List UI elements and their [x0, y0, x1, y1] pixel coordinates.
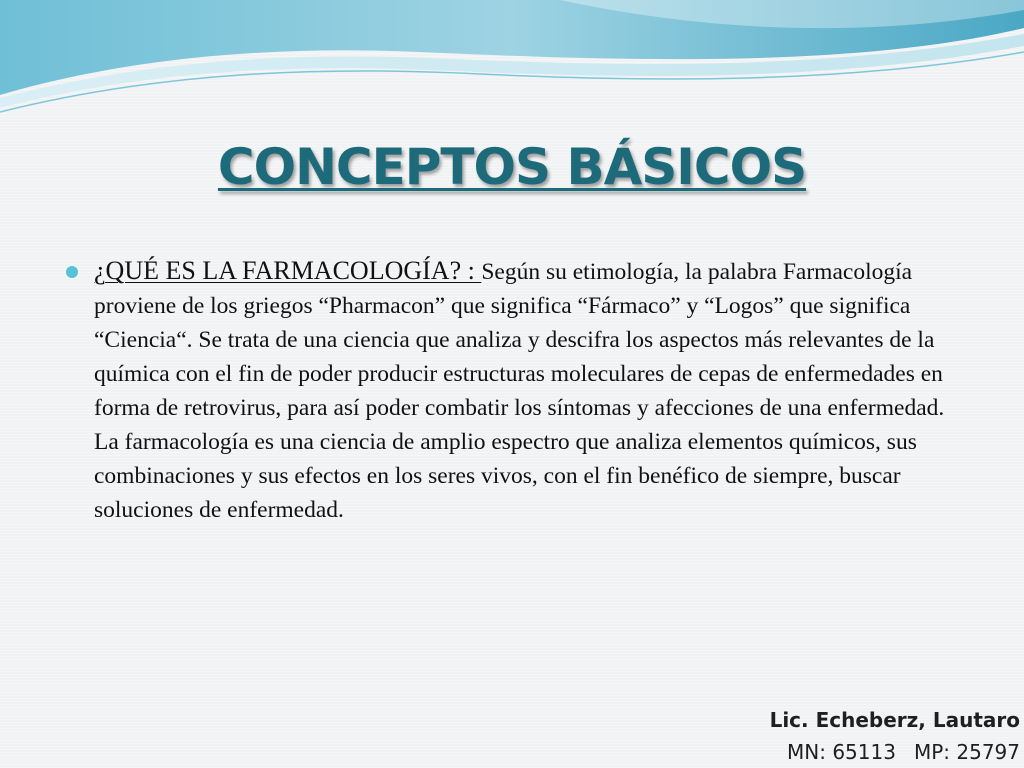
signature-mp: MP: 25797 [913, 740, 1020, 764]
signature-ids [770, 736, 1020, 768]
bullet-lead: ¿QUÉ ES LA FARMACOLOGÍA? : [94, 256, 482, 285]
signature-name: Lic. Echeberz, Lautaro [769, 708, 1020, 732]
bullet-text: Según su etimología, la palabra Farmacología proviene de los griegos “Pharmacon” que significa “Fármaco” y “Logos” que significa “Ciencia“. Se trata de una ciencia que analiza y descifra los aspectos más relevantes de la química con el fin de poder producir estructuras moleculares de cepas de enfermedades en forma de retrovirus, para así poder combatir los síntomas y afecciones de una enfermedad. La farmacología es una ciencia de amplio espectro que analiza elementos químicos, sus combinaciones y sus efectos en los seres vivos, con el fin benéfico de siempre, buscar soluciones de enfermedad. [94, 259, 945, 523]
bullet-icon [66, 266, 78, 278]
bullet-paragraph [94, 254, 974, 527]
slide-title: CONCEPTOS BÁSICOS [217, 138, 807, 196]
decorative-wave-header [0, 0, 1024, 120]
signature-mn: MN: 65113 [787, 740, 896, 764]
signature-block [770, 704, 1020, 768]
